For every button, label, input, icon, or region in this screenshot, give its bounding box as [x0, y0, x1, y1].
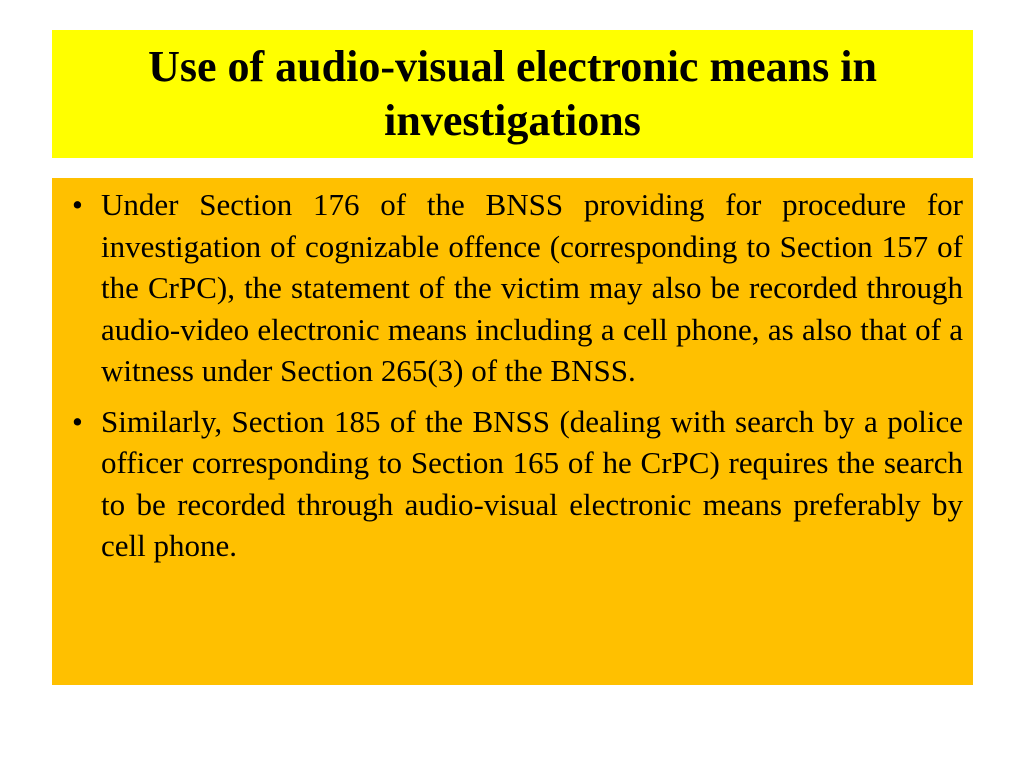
bullet-item: [72, 401, 963, 567]
bullet-dot-icon: •: [72, 403, 83, 439]
content-panel: [52, 178, 973, 685]
bullet-dot-icon: •: [72, 187, 83, 222]
bullet-text: Similarly, Section 185 of the BNSS (dealing with search by a police officer corresponding to Section 165 of he CrPC) requires the search to be recorded through audio-visual electronic means preferably by cell phone.: [101, 403, 963, 563]
bullet-item: [72, 184, 963, 392]
bullet-text: Under Section 176 of the BNSS providing for procedure for investigation of cognizable offence (corresponding to Section 157 of the CrPC), the statement of the victim may also be recorded through audio-video electronic means including a cell phone, as also that of a witness under Section 265(3) of the BNSS.: [101, 187, 963, 388]
slide-title: Use of audio-visual electronic means in investigations: [148, 42, 877, 145]
bullet-list: [72, 184, 963, 567]
title-banner: [52, 30, 973, 158]
